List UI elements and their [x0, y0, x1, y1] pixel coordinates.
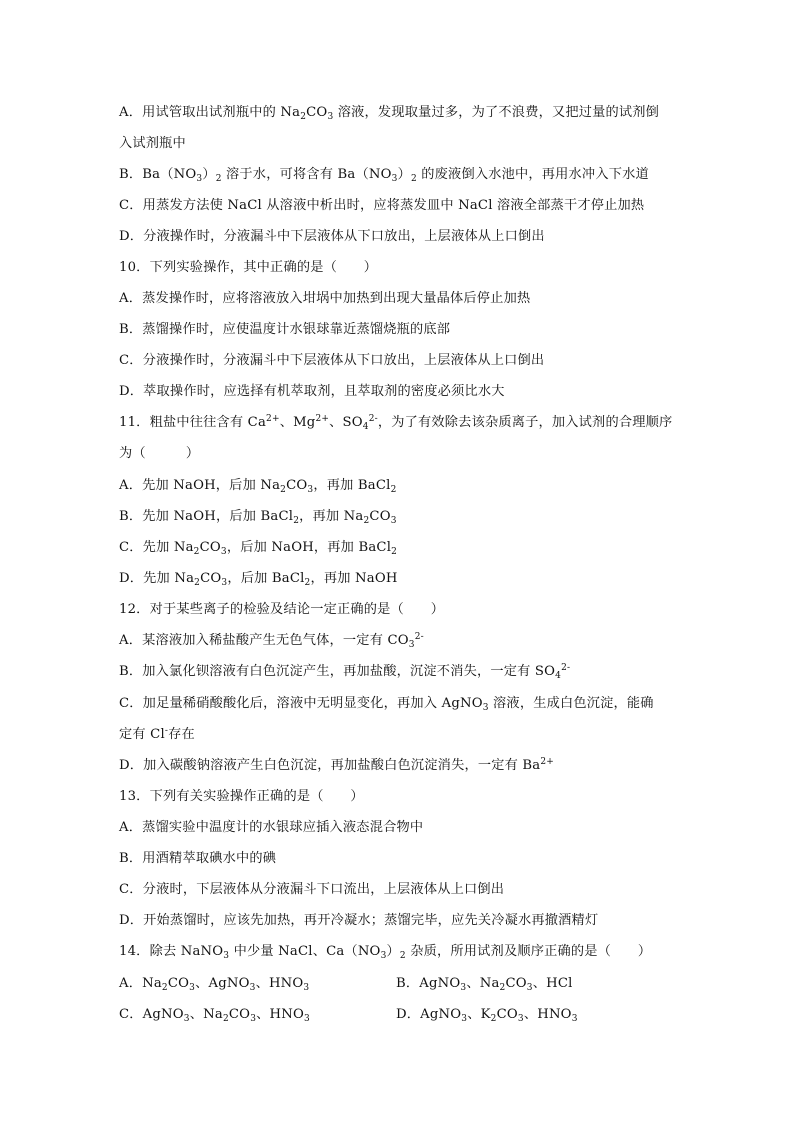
subscript: 2 — [215, 174, 222, 184]
text-run: B．Ba（NO — [119, 167, 197, 182]
text-run: 13．下列有关实验操作正确的是（ ） — [119, 789, 364, 804]
text-line — [119, 166, 649, 184]
text-run: 入试剂瓶中 — [119, 136, 186, 151]
text-line — [119, 321, 450, 339]
text-run: ） — [202, 167, 216, 182]
text-run: 、HCl — [532, 976, 573, 991]
subscript: 2 — [499, 983, 506, 993]
text-run: 12．对于某些离子的检验及结论一定正确的是（ ） — [119, 602, 445, 617]
subscript: 3 — [307, 485, 314, 495]
text-run: A．某溶液加入稀盐酸产生无色气体，一定有 CO — [119, 633, 409, 648]
subscript: 2 — [363, 516, 370, 526]
text-run: 、HNO — [256, 1007, 304, 1022]
text-run: B．蒸馏操作时，应使温度计水银球靠近蒸馏烧瓶的底部 — [119, 322, 451, 337]
text-run: C．分液操作时，分液漏斗中下层液体从下口放出，上层液体从上口倒出 — [119, 353, 545, 368]
text-line — [119, 508, 397, 526]
superscript: 2+ — [315, 414, 330, 424]
text-run: 、Mg — [279, 415, 316, 430]
text-line — [119, 383, 505, 401]
subscript: 3 — [303, 983, 310, 993]
text-line — [119, 259, 377, 277]
text-run: B．加入氯化钡溶液有白色沉淀产生，再加盐酸，沉淀不消失，一定有 SO — [119, 664, 556, 679]
text-run: 10．下列实验操作，其中正确的是（ ） — [119, 260, 378, 275]
text-run: 、AgNO — [195, 976, 250, 991]
text-run: 溶液，生成白色沉淀，能确 — [488, 696, 654, 711]
text-run: ） — [386, 944, 400, 959]
text-run: ，再加 Na — [299, 509, 364, 524]
text-run: B．用酒精萃取碘水中的碘 — [119, 851, 277, 866]
text-line — [119, 197, 644, 215]
text-run: B．AgNO — [396, 976, 461, 991]
subscript: 3 — [526, 983, 533, 993]
subscript: 3 — [303, 1014, 310, 1024]
text-run: C．加足量稀硝酸酸化后，溶液中无明显变化，再加入 AgNO — [119, 696, 483, 711]
text-run: D．AgNO — [396, 1007, 462, 1022]
text-line — [396, 975, 573, 993]
superscript: 2+ — [540, 757, 555, 767]
subscript: 3 — [223, 951, 230, 961]
superscript: 2+ — [266, 414, 280, 424]
text-line — [119, 695, 654, 713]
text-line — [119, 819, 423, 837]
text-line — [119, 290, 530, 308]
text-run: CO — [167, 976, 190, 991]
text-run: 定有 Cl — [119, 727, 165, 742]
subscript: 2 — [399, 951, 406, 961]
text-run: CO — [286, 478, 308, 493]
text-run: D．先加 Na — [119, 571, 195, 586]
text-run: A．用试管取出试剂瓶中的 Na — [119, 105, 301, 120]
subscript: 3 — [189, 983, 196, 993]
text-run: D．开始蒸馏时，应该先加热，再开冷凝水；蒸馏完毕，应先关冷凝水再撤酒精灯 — [119, 913, 599, 928]
text-run: 的废液倒入水池中，再用水冲入下水道 — [416, 167, 649, 182]
text-run: C．分液时，下层液体从分液漏斗下口流出，上层液体从上口倒出 — [119, 882, 505, 897]
text-run: 溶于水，可将含有 Ba（NO — [221, 167, 392, 182]
text-run: ，后加 NaOH，再加 BaCl — [226, 540, 392, 555]
text-line — [119, 632, 424, 650]
subscript: 4 — [362, 422, 369, 432]
text-run: 中少量 NaCl、Ca（NO — [229, 944, 381, 959]
text-line — [119, 788, 364, 806]
text-line — [119, 975, 309, 993]
subscript: 2 — [280, 485, 287, 495]
subscript: 2 — [391, 547, 398, 557]
text-run: CO — [200, 571, 222, 586]
text-line — [396, 1006, 578, 1024]
text-line — [119, 881, 504, 899]
text-run: D．加入碳酸钠溶液产生白色沉淀，再加盐酸白色沉淀消失，一定有 Ba — [119, 758, 541, 773]
subscript: 2 — [304, 578, 311, 588]
subscript: 2 — [410, 174, 417, 184]
text-run: 11．粗盐中往往含有 Ca — [119, 415, 267, 430]
text-line — [119, 135, 186, 153]
text-run: CO — [228, 1007, 251, 1022]
text-line — [119, 352, 544, 370]
subscript: 3 — [250, 1014, 257, 1024]
subscript: 2 — [293, 516, 300, 526]
text-run: 、Na — [466, 976, 500, 991]
text-line — [119, 445, 199, 463]
text-line — [119, 570, 398, 588]
text-run: ，再加 BaCl — [313, 478, 391, 493]
subscript: 2 — [193, 547, 200, 557]
text-run: C．先加 Na — [119, 540, 194, 555]
text-run: A．先加 NaOH，后加 Na — [119, 478, 281, 493]
text-run: ，再加 NaOH — [310, 571, 398, 586]
subscript: 3 — [571, 1014, 578, 1024]
text-line — [119, 912, 598, 930]
text-run: CO — [199, 540, 221, 555]
subscript: 3 — [461, 1014, 468, 1024]
subscript: 3 — [196, 174, 203, 184]
text-run: ） — [397, 167, 411, 182]
subscript: 3 — [408, 640, 415, 650]
text-run: 、SO — [329, 415, 363, 430]
text-run: 、HNO — [255, 976, 304, 991]
text-run: A．蒸发操作时，应将溶液放入坩埚中加热到出现大量晶体后停止加热 — [119, 291, 531, 306]
superscript: 2- — [368, 414, 378, 424]
text-line — [119, 104, 659, 122]
subscript: 2 — [194, 578, 201, 588]
text-run: 为（ ） — [119, 446, 200, 461]
subscript: 3 — [380, 951, 387, 961]
subscript: 2 — [300, 112, 307, 122]
text-run: CO — [505, 976, 527, 991]
text-run: 溶液，发现取量过多，为了不浪费，又把过量的试剂倒 — [333, 105, 660, 120]
text-line — [119, 539, 397, 557]
subscript: 2 — [222, 1014, 229, 1024]
superscript: - — [164, 726, 169, 736]
subscript: 3 — [517, 1014, 524, 1024]
subscript: 4 — [555, 671, 562, 681]
subscript: 3 — [391, 174, 398, 184]
subscript: 3 — [220, 547, 227, 557]
text-line — [119, 601, 444, 619]
text-run: D．萃取操作时，应选择有机萃取剂，且萃取剂的密度必须比水大 — [119, 384, 505, 399]
subscript: 3 — [221, 578, 228, 588]
text-line — [119, 850, 276, 868]
text-line — [119, 414, 672, 432]
text-line — [119, 726, 195, 744]
subscript: 3 — [460, 983, 467, 993]
text-run: 14．除去 NaNO — [119, 944, 224, 959]
text-run: 、Na — [189, 1007, 223, 1022]
subscript: 2 — [390, 485, 397, 495]
text-run: C．用蒸发方法使 NaCl 从溶液中析出时，应将蒸发皿中 NaCl 溶液全部蒸干才停止加热 — [119, 198, 645, 213]
subscript: 2 — [161, 983, 168, 993]
subscript: 3 — [249, 983, 256, 993]
text-run: C．AgNO — [119, 1007, 184, 1022]
subscript: 3 — [183, 1014, 190, 1024]
text-run: 、HNO — [523, 1007, 572, 1022]
subscript: 3 — [482, 703, 489, 713]
text-run: A．蒸馏实验中温度计的水银球应插入液态混合物中 — [119, 820, 424, 835]
text-run: 杂质，所用试剂及顺序正确的是（ ） — [405, 944, 652, 959]
text-run: B．先加 NaOH，后加 BaCl — [119, 509, 294, 524]
text-line — [119, 943, 651, 961]
text-line — [119, 663, 570, 681]
text-run: ，后加 BaCl — [227, 571, 305, 586]
text-run: ，为了有效除去该杂质离子，加入试剂的合理顺序 — [377, 415, 673, 430]
subscript: 3 — [390, 516, 397, 526]
text-run: CO — [496, 1007, 518, 1022]
subscript: 3 — [327, 112, 334, 122]
text-run: CO — [306, 105, 328, 120]
text-run: 存在 — [168, 727, 195, 742]
text-run: D．分液操作时，分液漏斗中下层液体从下口放出，上层液体从上口倒出 — [119, 229, 545, 244]
text-run: A．Na — [119, 976, 162, 991]
text-run: 、K — [467, 1007, 491, 1022]
text-line — [119, 757, 554, 775]
text-line — [119, 1006, 310, 1024]
text-line — [119, 228, 545, 246]
superscript: 2- — [561, 663, 571, 673]
text-line — [119, 477, 397, 495]
text-run: CO — [369, 509, 391, 524]
superscript: 2- — [414, 632, 424, 642]
subscript: 2 — [490, 1014, 497, 1024]
